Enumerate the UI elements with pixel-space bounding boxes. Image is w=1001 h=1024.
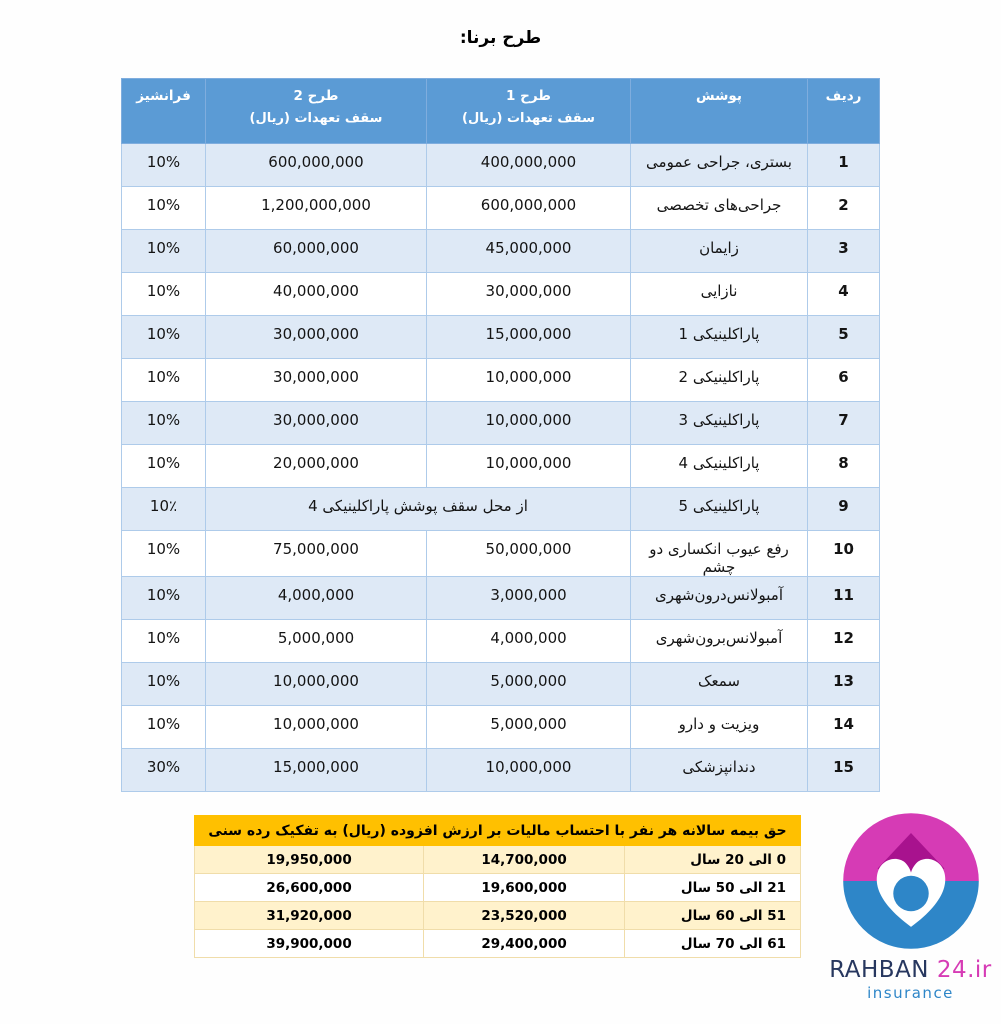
header-coverage: پوشش [631,79,808,144]
coverage-table [121,78,880,792]
plan2-title: طرح 2 [293,88,339,104]
cell-plan1: 10,000,000 [427,749,631,792]
cell-radif: 13 [808,663,880,706]
cell-coverage: آمبولانس‌درون‌شهری [631,577,808,620]
table-row [122,402,880,445]
cell-premium-plan1: 14,700,000 [424,846,625,874]
cell-plan2: 30,000,000 [206,359,427,402]
cell-coverage: پاراکلینیکی 4 [631,445,808,488]
cell-plan2: 40,000,000 [206,273,427,316]
cell-plan1: 10,000,000 [427,402,631,445]
cell-franchise: 10% [122,273,206,316]
cell-radif: 10 [808,531,880,577]
header-row [122,79,880,144]
cell-coverage: پاراکلینیکی 3 [631,402,808,445]
brand-name: RAHBAN [829,957,930,983]
cell-plan1: 600,000,000 [427,187,631,230]
page-title: طرح برنا: [459,28,542,48]
cell-franchise: 10% [122,663,206,706]
table-row [122,577,880,620]
cell-coverage: رفع عیوب انکساری دو چشم [631,531,808,577]
premium-table-header [195,816,801,846]
cell-franchise: 10% [122,445,206,488]
plan2-subtitle: سقف تعهدات (ریال) [249,111,383,126]
cell-radif: 3 [808,230,880,273]
cell-radif: 12 [808,620,880,663]
cell-coverage: بستری، جراحی عمومی [631,144,808,187]
cell-premium-plan2: 31,920,000 [195,902,424,930]
cell-plan1: 10,000,000 [427,445,631,488]
cell-franchise: 10% [122,316,206,359]
rahban-logo-icon [838,808,984,954]
cell-plan2: 60,000,000 [206,230,427,273]
header-franchise: فرانشیز [122,79,206,144]
cell-coverage: دندانپزشکی [631,749,808,792]
table-row [122,273,880,316]
cell-coverage: پاراکلینیکی 5 [631,488,808,531]
table-row [122,706,880,749]
header-plan1 [427,79,631,144]
cell-franchise: 30% [122,749,206,792]
cell-franchise: 10٪ [122,488,206,531]
cell-plan2: 4,000,000 [206,577,427,620]
premium-row [195,846,801,874]
cell-coverage: پاراکلینیکی 1 [631,316,808,359]
cell-radif: 2 [808,187,880,230]
cell-merged-note: از محل سقف پوشش پاراکلینیکی 4 [206,488,631,531]
cell-premium-plan2: 39,900,000 [195,930,424,958]
cell-plan1: 30,000,000 [427,273,631,316]
cell-radif: 11 [808,577,880,620]
brand-wordmark [820,957,1001,983]
premium-row [195,874,801,902]
table-row [122,445,880,488]
cell-plan1: 400,000,000 [427,144,631,187]
cell-franchise: 10% [122,577,206,620]
table-row [122,187,880,230]
cell-plan2: 5,000,000 [206,620,427,663]
cell-coverage: ویزیت و دارو [631,706,808,749]
cell-age-range: 51 الی 60 سال [625,902,801,930]
premium-table [194,815,801,958]
company-logo [820,808,1001,1002]
cell-plan1: 15,000,000 [427,316,631,359]
premium-header-row [195,816,801,846]
cell-franchise: 10% [122,359,206,402]
table-row [122,230,880,273]
cell-plan2: 75,000,000 [206,531,427,577]
cell-radif: 8 [808,445,880,488]
cell-franchise: 10% [122,144,206,187]
cell-radif: 15 [808,749,880,792]
cell-coverage: نازایی [631,273,808,316]
cell-plan2: 15,000,000 [206,749,427,792]
header-plan2 [206,79,427,144]
cell-premium-plan2: 19,950,000 [195,846,424,874]
cell-franchise: 10% [122,620,206,663]
cell-plan2: 10,000,000 [206,663,427,706]
cell-plan2: 20,000,000 [206,445,427,488]
cell-plan2: 1,200,000,000 [206,187,427,230]
cell-premium-plan1: 23,520,000 [424,902,625,930]
cell-radif: 4 [808,273,880,316]
cell-plan2: 30,000,000 [206,402,427,445]
brand-domain: 24.ir [936,957,992,983]
table-row [122,316,880,359]
brand-subtitle: insurance [867,984,954,1002]
header-radif: ردیف [808,79,880,144]
cell-coverage: پاراکلینیکی 2 [631,359,808,402]
cell-franchise: 10% [122,187,206,230]
cell-radif: 1 [808,144,880,187]
cell-age-range: 61 الی 70 سال [625,930,801,958]
premium-header-title: حق بیمه سالانه هر نفر با احتساب مالیات بر ارزش افزوده (ریال) به تفکیک رده سنی [195,816,801,846]
cell-radif: 5 [808,316,880,359]
cell-plan2: 600,000,000 [206,144,427,187]
cell-plan1: 5,000,000 [427,706,631,749]
premium-row [195,930,801,958]
cell-franchise: 10% [122,230,206,273]
cell-premium-plan2: 26,600,000 [195,874,424,902]
cell-coverage: زایمان [631,230,808,273]
cell-radif: 14 [808,706,880,749]
table-row [122,359,880,402]
cell-franchise: 10% [122,402,206,445]
table-row [122,749,880,792]
cell-premium-plan1: 29,400,000 [424,930,625,958]
cell-radif: 9 [808,488,880,531]
plan1-subtitle: سقف تعهدات (ریال) [462,111,595,126]
cell-plan1: 5,000,000 [427,663,631,706]
cell-coverage: سمعک [631,663,808,706]
cell-plan2: 10,000,000 [206,706,427,749]
cell-radif: 6 [808,359,880,402]
cell-age-range: 0 الی 20 سال [625,846,801,874]
cell-franchise: 10% [122,706,206,749]
table-row [122,531,880,577]
cell-plan1: 45,000,000 [427,230,631,273]
table-row [122,620,880,663]
cell-coverage: آمبولانس‌برون‌شهری [631,620,808,663]
table-row [122,663,880,706]
cell-plan2: 30,000,000 [206,316,427,359]
plan1-title: طرح 1 [506,88,551,104]
cell-plan1: 3,000,000 [427,577,631,620]
cell-plan1: 50,000,000 [427,531,631,577]
premium-row [195,902,801,930]
cell-age-range: 21 الی 50 سال [625,874,801,902]
cell-coverage: جراحی‌های تخصصی [631,187,808,230]
cell-premium-plan1: 19,600,000 [424,874,625,902]
table-row [122,488,880,531]
cell-radif: 7 [808,402,880,445]
coverage-table-header [122,79,880,144]
cell-plan1: 10,000,000 [427,359,631,402]
cell-plan1: 4,000,000 [427,620,631,663]
table-row [122,144,880,187]
cell-franchise: 10% [122,531,206,577]
